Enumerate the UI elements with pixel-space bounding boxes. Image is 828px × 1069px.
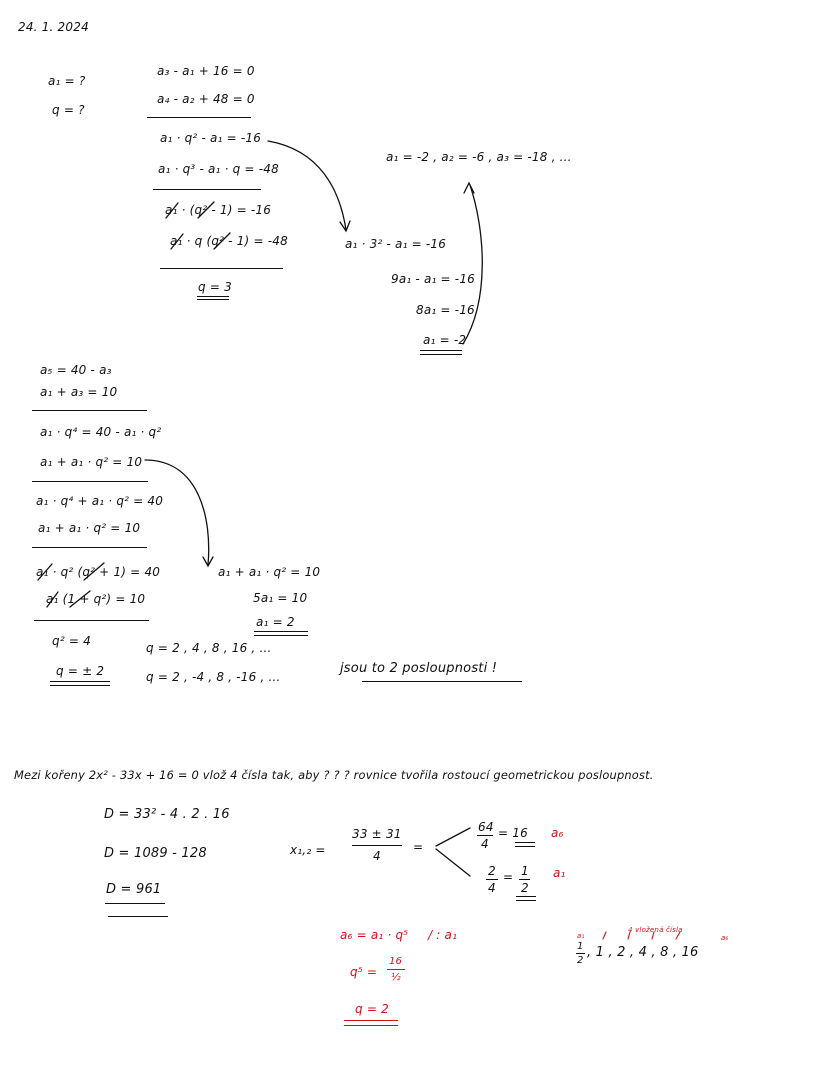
p3-red1: a₆ = a₁ · q⁵ (340, 928, 409, 942)
p3-red1-div: / : a₁ (428, 928, 458, 942)
arrow-p2-down (145, 460, 209, 565)
date: 24. 1. 2024 (18, 20, 89, 34)
p3-seq-label-mid: 4 vložená čísla (628, 926, 683, 934)
p3-r1-val: = 16 (498, 826, 528, 840)
p2-seq2: q = 2 , -4 , 8 , -16 , ... (146, 670, 281, 684)
p1-fac2-tail: (q² - 1) = -48 (206, 234, 288, 248)
p3-seq-label-left: a₁ (577, 932, 585, 940)
p2-seq1: q = 2 , 4 , 8 , 16 , ... (146, 641, 272, 655)
p3-r1-num: 64 (478, 820, 494, 834)
p1-side1: a₁ · 3² - a₁ = -16 (345, 237, 447, 251)
seq-tick-3 (652, 932, 654, 939)
p3-r2-eq: = (503, 870, 514, 884)
p3-seq-first-num: 1 (577, 941, 584, 952)
p1-fac1-head: a₁ · (165, 203, 186, 217)
p2-fac1-tail: (q² + 1) = 40 (77, 565, 161, 579)
p3-seq-rest: , 1 , 2 , 4 , 8 , 16 (587, 945, 699, 960)
p2-q-result: q = ± 2 (56, 664, 105, 678)
p2-fac1-head: a₁ · q² (36, 565, 74, 579)
strike-p2-fac1-paren (84, 563, 104, 580)
p1-result-q: q = 3 (198, 280, 232, 294)
p2-eq1: a₅ = 40 - a₃ (40, 363, 112, 377)
p2-side2: 5a₁ = 10 (253, 591, 308, 605)
p2-fac2-tail: (1 + q²) = 10 (62, 592, 146, 606)
strike-p2-fac1-a1 (38, 564, 52, 580)
p2-sub2: a₁ + a₁ · q² = 10 (40, 455, 143, 469)
p3-r2-den: 4 (488, 881, 496, 895)
p3-r2-tag: a₁ (553, 866, 566, 880)
p2-note: jsou to 2 posloupnosti ! (340, 661, 498, 676)
seq-tick-1 (603, 932, 606, 939)
p2-eq2: a₁ + a₃ = 10 (40, 385, 118, 399)
p3-d3: D = 961 (106, 882, 162, 897)
p3-r1-den: 4 (481, 837, 489, 851)
roots-bracket-upper (436, 828, 470, 846)
strike-p2-fac2-paren (70, 591, 90, 607)
p1-sequence: a₁ = -2 , a₂ = -6 , a₃ = -18 , ... (386, 150, 572, 164)
given-q: q = ? (52, 103, 85, 117)
p2-sub4: a₁ + a₁ · q² = 10 (38, 521, 141, 535)
p2-side1: a₁ + a₁ · q² = 10 (218, 565, 321, 579)
p1-side4: a₁ = -2 (423, 333, 467, 347)
p2-sub3: a₁ · q⁴ + a₁ · q² = 40 (36, 494, 164, 508)
p3-x-den: 4 (373, 849, 381, 863)
p3-d1: D = 33² - 4 . 2 . 16 (104, 807, 230, 822)
p1-eq2: a₄ - a₂ + 48 = 0 (157, 92, 255, 106)
p3-x-num: 33 ± 31 (352, 827, 402, 841)
p2-fac2-head: a₁ (46, 592, 59, 606)
p1-side3: 8a₁ = -16 (416, 303, 475, 317)
p1-eq1: a₃ - a₁ + 16 = 0 (157, 64, 255, 78)
strike-p1-fac2-a1 (171, 234, 183, 249)
p3-r2-vnum: 1 (521, 864, 529, 878)
p2-sub1: a₁ · q⁴ = 40 - a₁ · q² (40, 425, 162, 439)
p2-q-squared: q² = 4 (52, 634, 91, 648)
p1-side2: 9a₁ - a₁ = -16 (391, 272, 476, 286)
strike-p1-fac1-a1 (166, 203, 178, 218)
seq-tick-2 (628, 932, 630, 939)
p3-eq-sign: = (413, 840, 424, 854)
p1-sub1: a₁ · q² - a₁ = -16 (160, 131, 262, 145)
p3-r2-num: 2 (488, 864, 496, 878)
seq-tick-4 (676, 932, 680, 939)
p3-d2: D = 1089 - 128 (104, 846, 207, 861)
roots-bracket-lower (436, 849, 470, 876)
arrow-p1-up (463, 185, 482, 344)
p3-seq-first-den: 2 (577, 955, 584, 966)
p3-red2-den: ½ (391, 972, 401, 983)
strike-p1-fac2-q (214, 233, 230, 249)
p3-x-label: x₁,₂ = (290, 843, 326, 857)
p1-sub2: a₁ · q³ - a₁ · q = -48 (158, 162, 279, 176)
p3-red2-head: q⁵ = (350, 965, 378, 979)
p3-r1-tag: a₆ (551, 826, 564, 840)
p3-statement: Mezi kořeny 2x² - 33x + 16 = 0 vlož 4 čísla tak, aby ? ? ? rovnice tvořila rostoucí geometrickou posloupnost. (14, 768, 654, 782)
p2-side3: a₁ = 2 (256, 615, 295, 629)
strike-p2-fac2-a1 (47, 592, 58, 607)
p3-red2-num: 16 (389, 956, 403, 967)
p3-r2-vden: 2 (521, 881, 529, 895)
p3-red3: q = 2 (355, 1002, 389, 1016)
strike-p1-fac1-q (198, 202, 214, 218)
p1-fac2-head: a₁ · q (170, 234, 203, 248)
arrow-p1-down (268, 141, 346, 230)
given-a1: a₁ = ? (48, 74, 86, 88)
p3-seq-label-right: a₆ (721, 934, 729, 942)
p1-fac1-tail: (q² - 1) = -16 (189, 203, 272, 217)
